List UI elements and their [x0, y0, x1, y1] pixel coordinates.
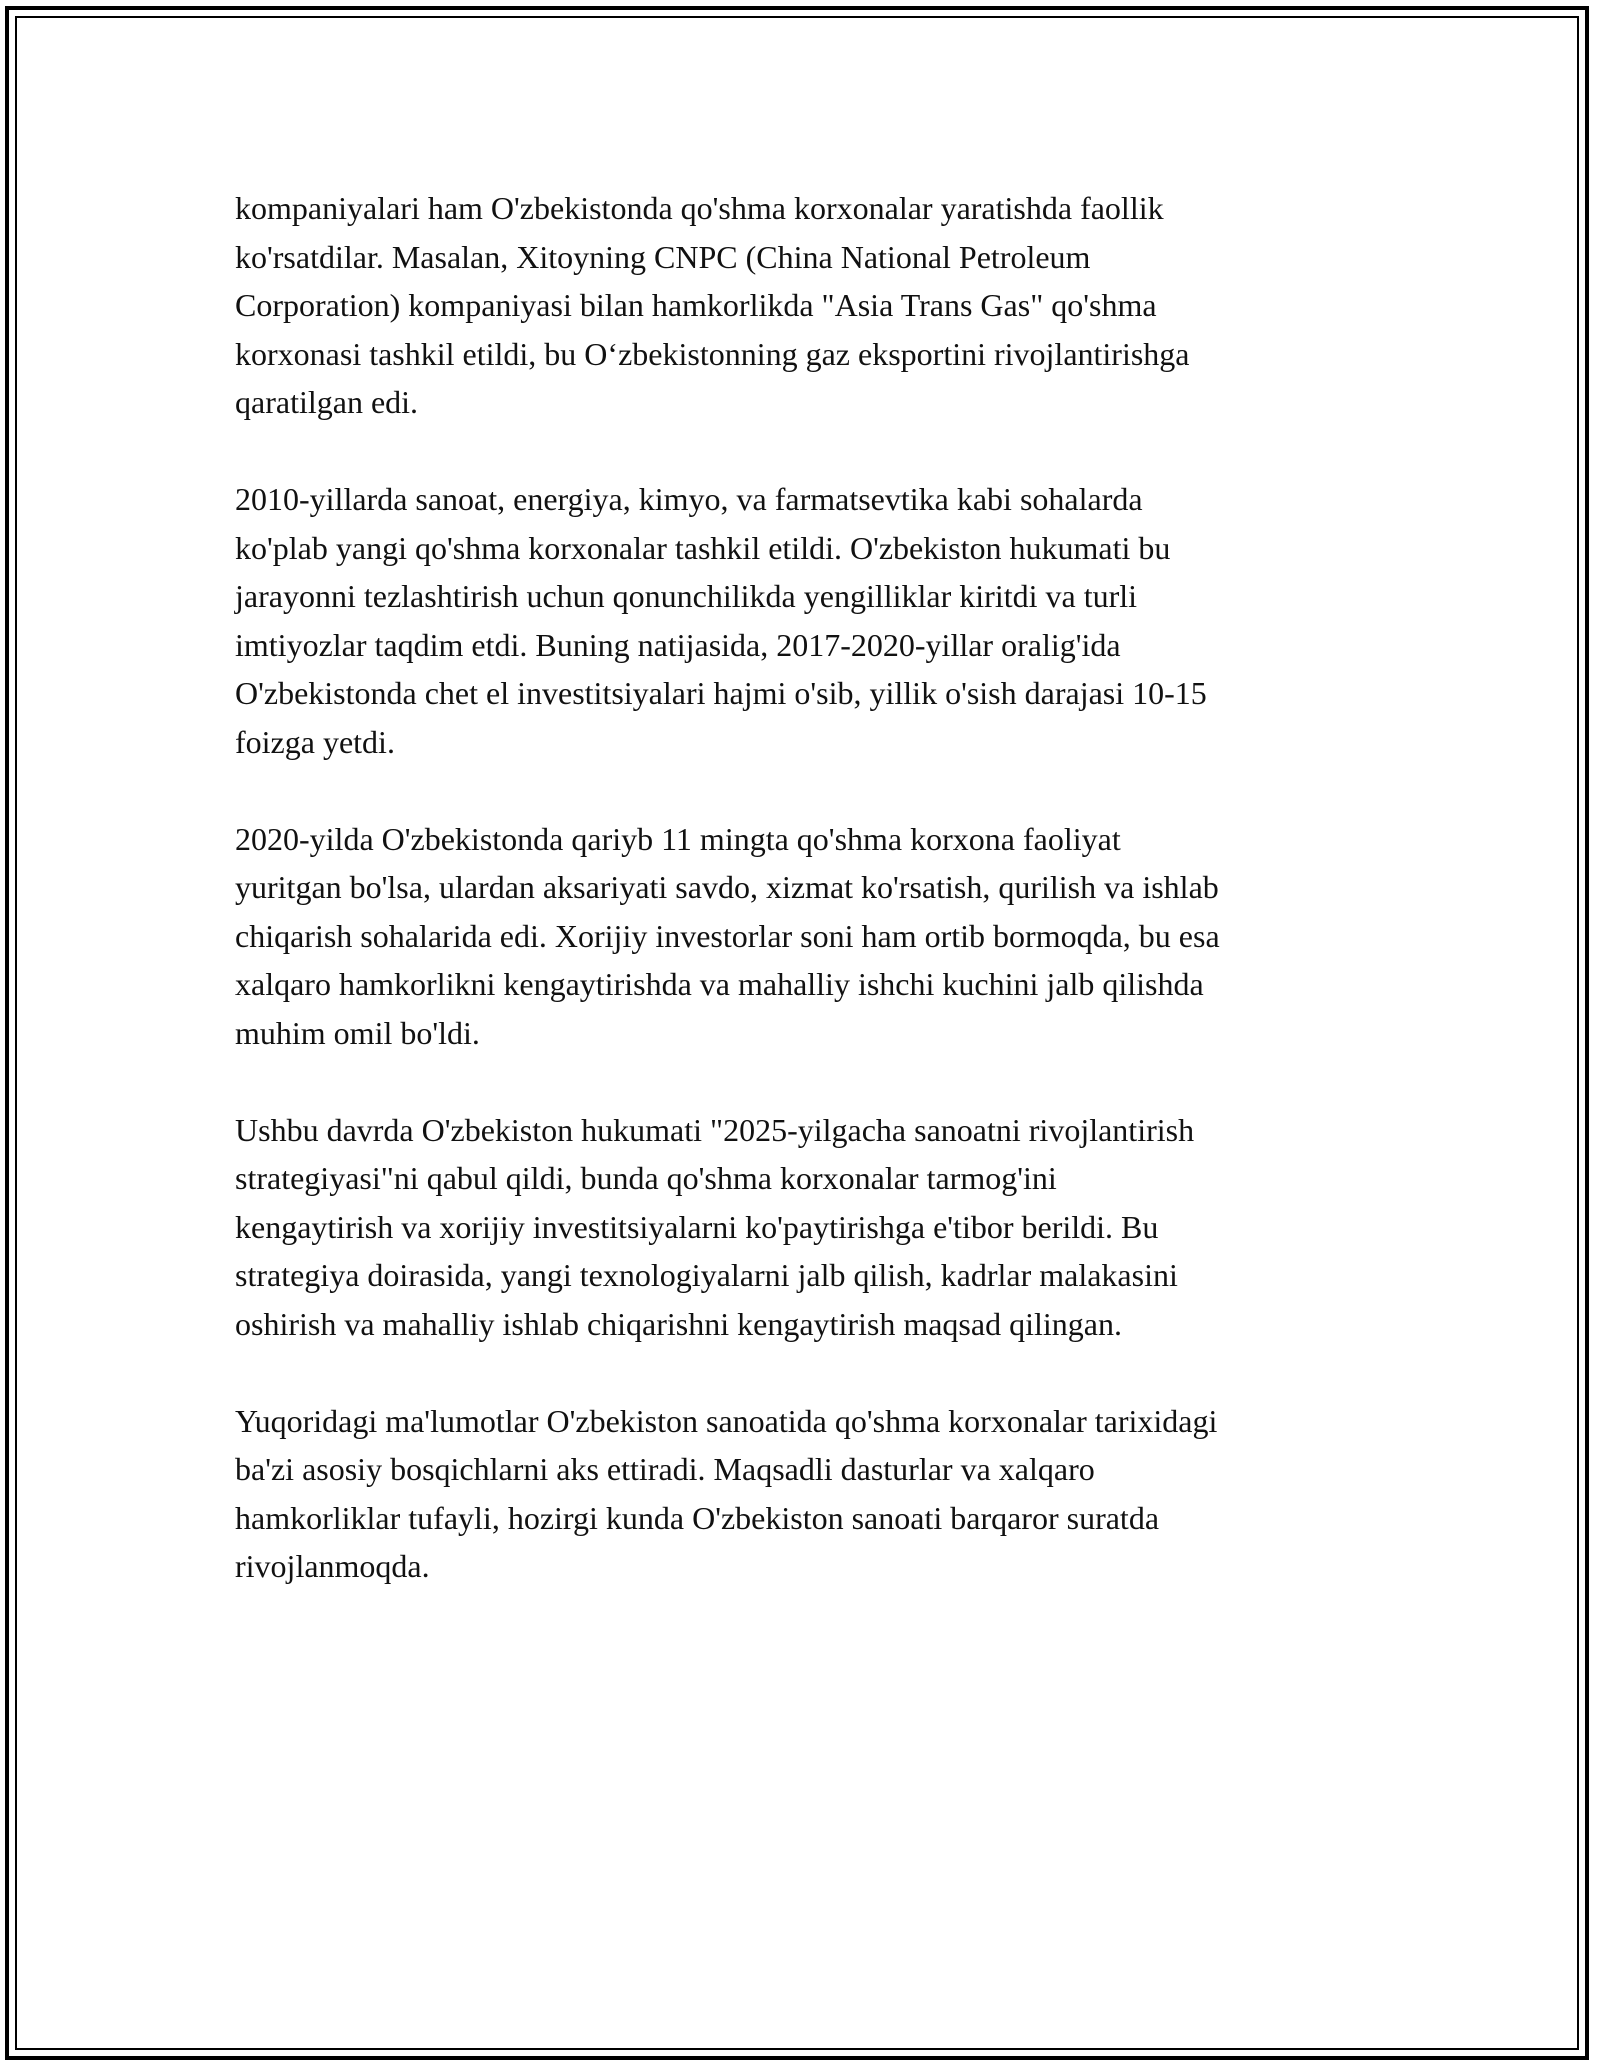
text-line: Corporation) kompaniyasi bilan hamkorlikda "Asia Trans Gas" qo'shma: [235, 287, 1157, 323]
document-body: [235, 184, 1375, 1639]
text-line: jarayonni tezlashtirish uchun qonunchilikda yengilliklar kiritdi va turli: [235, 578, 1138, 614]
text-line: foizga yetdi.: [235, 723, 395, 760]
text-line: ba'zi asosiy bosqichlarni aks ettiradi. Maqsadli dasturlar va xalqaro: [235, 1451, 1095, 1487]
text-line: chiqarish sohalarida edi. Xorijiy investorlar soni ham ortib bormoqda, bu esa: [235, 917, 1220, 954]
text-line: imtiyozlar taqdim etdi. Buning natijasida, 2017-2020-yillar oralig'ida: [235, 626, 1121, 663]
text-line: xalqaro hamkorlikni kengaytirishda va mahalliy ishchi kuchini jalb qilishda: [235, 966, 1204, 1002]
text-line: O'zbekistonda chet el investitsiyalari hajmi o'sib, yillik o'sish darajasi 10-15: [235, 675, 1207, 711]
text-line: Ushbu davrda O'zbekiston hukumati "2025-yilgacha sanoatni rivojlantirish: [235, 1111, 1195, 1148]
text-line: qaratilgan edi.: [235, 384, 419, 420]
text-line: strategiya doirasida, yangi texnologiyalarni jalb qilish, kadrlar malakasini: [235, 1257, 1178, 1293]
text-line: korxonasi tashkil etildi, bu O‘zbekistonning gaz eksportini rivojlantirishga: [235, 335, 1190, 372]
paragraph-4: [235, 1106, 1375, 1349]
paragraph-2: [235, 475, 1375, 766]
text-line: yuritgan bo'lsa, ulardan aksariyati savdo, xizmat ko'rsatish, qurilish va ishlab: [235, 869, 1219, 905]
paragraph-3: [235, 815, 1375, 1058]
text-line: Yuqoridagi ma'lumotlar O'zbekiston sanoatida qo'shma korxonalar tarixidagi: [235, 1402, 1218, 1439]
text-line: muhim omil bo'ldi.: [235, 1014, 480, 1051]
text-line: 2020-yilda O'zbekistonda qariyb 11 mingta qo'shma korxona faoliyat: [235, 820, 1121, 857]
paragraph-1: [235, 184, 1375, 427]
text-line: kompaniyalari ham O'zbekistonda qo'shma korxonalar yaratishda faollik: [235, 190, 1164, 226]
text-line: ko'rsatdilar. Masalan, Xitoyning CNPC (China National Petroleum: [235, 238, 1091, 275]
text-line: hamkorliklar tufayli, hozirgi kunda O'zbekiston sanoati barqaror suratda: [235, 1499, 1160, 1536]
text-line: oshirish va mahalliy ishlab chiqarishni kengaytirish maqsad qilingan.: [235, 1305, 1122, 1342]
text-line: kengaytirish va xorijiy investitsiyalarni ko'paytirishga e'tibor berildi. Bu: [235, 1208, 1159, 1245]
paragraph-5: [235, 1397, 1375, 1591]
text-line: 2010-yillarda sanoat, energiya, kimyo, va farmatsevtika kabi sohalarda: [235, 481, 1143, 517]
text-line: strategiyasi"ni qabul qildi, bunda qo'shma korxonalar tarmog'ini: [235, 1160, 1057, 1196]
text-line: rivojlanmoqda.: [235, 1548, 430, 1584]
text-line: ko'plab yangi qo'shma korxonalar tashkil etildi. O'zbekiston hukumati bu: [235, 529, 1171, 566]
